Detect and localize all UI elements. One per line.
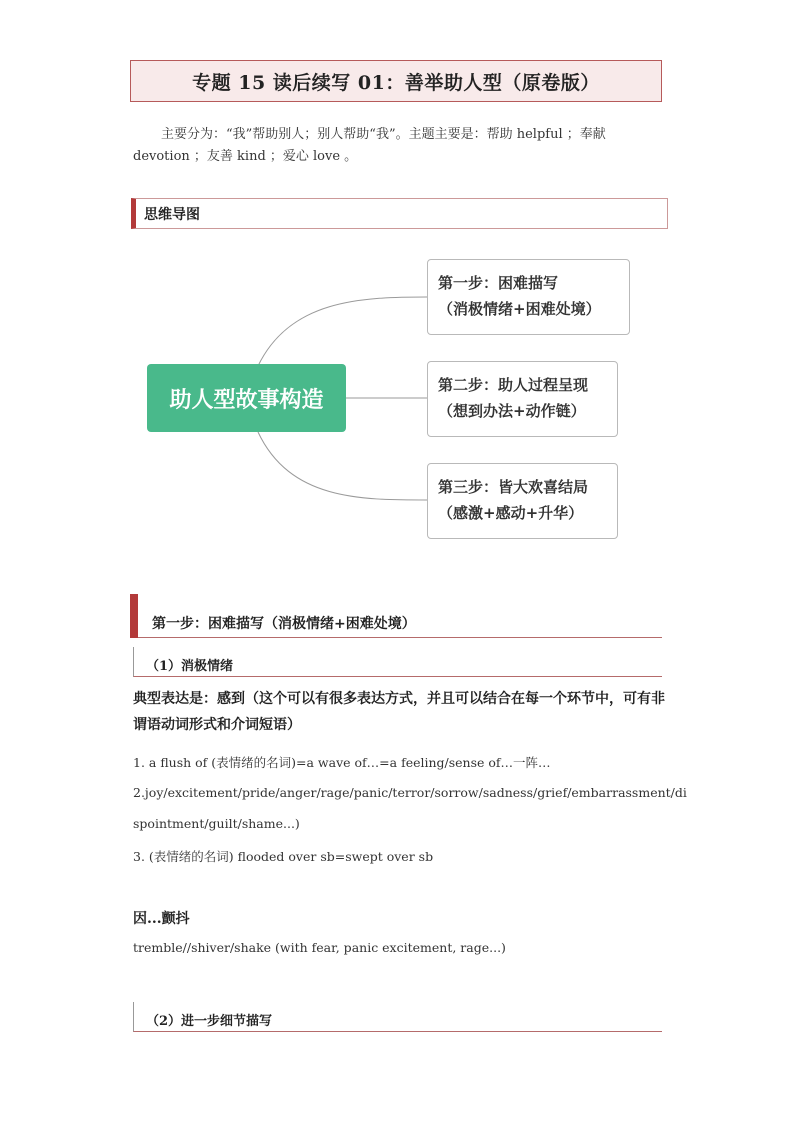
expression-line-4: 3. (表情绪的名词) flooded over sb=swept over sb — [133, 849, 434, 864]
section-1-heading — [130, 594, 662, 638]
step-3-title: 第三步：皆大欢喜结局 — [438, 478, 589, 496]
tremble-line: tremble//shiver/shake (with fear, panic excitement, rage...) — [133, 940, 506, 955]
step-2-detail: （想到办法+动作链） — [438, 402, 586, 420]
step-1-title: 第一步：困难描写 — [438, 274, 559, 292]
mind-map-step-3 — [427, 463, 618, 539]
expression-line-3: spointment/guilt/shame...) — [133, 816, 300, 831]
mind-map-step-2 — [427, 361, 618, 437]
subsection-1-heading-text: （1）消极情绪 — [146, 659, 234, 674]
tremble-label: 因...颤抖 — [133, 911, 190, 927]
subsection-2-heading-text: （2）进一步细节描写 — [146, 1014, 273, 1029]
expression-line-1: 1. a flush of (表情绪的名词)=a wave of…=a feeling/sense of…一阵… — [133, 755, 551, 770]
document-title: 专题 15 读后续写 01：善举助人型（原卷版） — [130, 60, 662, 102]
mind-map-center-node: 助人型故事构造 — [147, 364, 346, 432]
mind-map-heading-text: 思维导图 — [144, 206, 200, 223]
typical-expression-paragraph: 典型表达是：感到（这个可以有很多表达方式，并且可以结合在每一个环节中，可有非谓语动词形式和介词短语） — [133, 691, 665, 733]
mind-map-step-1 — [427, 259, 630, 335]
intro-paragraph: 主要分为：“我”帮助别人；别人帮助“我”。主题主要是：帮助 helpful ；奉献 devotion ；友善 kind ；爱心 love 。 — [133, 127, 606, 164]
step-2-title: 第二步：助人过程呈现 — [438, 376, 589, 394]
subsection-1-heading — [133, 647, 662, 677]
expression-line-2: 2.joy/excitement/pride/anger/rage/panic/terror/sorrow/sadness/grief/embarrassment/di — [133, 785, 687, 800]
step-1-detail: （消极情绪+困难处境） — [438, 300, 601, 318]
step-3-detail: （感激+感动+升华） — [438, 504, 584, 522]
section-1-accent-bar — [130, 594, 138, 638]
section-1-heading-text: 第一步：困难描写（消极情绪+困难处境） — [152, 616, 416, 632]
subsection-2-heading — [133, 1002, 662, 1032]
